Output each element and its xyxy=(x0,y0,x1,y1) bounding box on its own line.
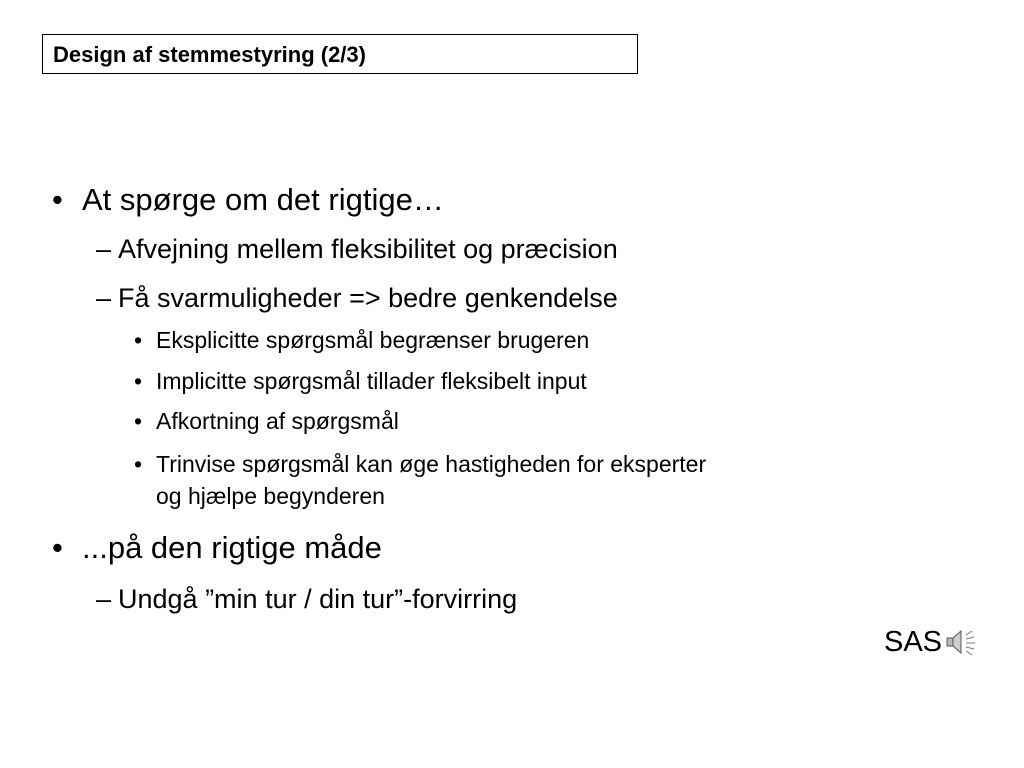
sub-sub-bullet-stepwise-cont: og hjælpe begynderen xyxy=(156,483,385,509)
sub-sub-bullet-implicit: Implicitte spørgsmål tillader fleksibelt input xyxy=(156,368,587,394)
bullet-marker: • xyxy=(134,451,143,477)
bullet-marker: • xyxy=(134,327,143,353)
dash-marker: – xyxy=(96,283,112,313)
bullet-right-way: ...på den rigtige måde xyxy=(82,530,382,565)
bullet-ask-right-thing: At spørge om det rigtige… xyxy=(82,182,444,217)
sas-label: SAS xyxy=(884,626,943,658)
bullet-marker: • xyxy=(52,182,63,217)
sub-sub-bullet-stepwise: Trinvise spørgsmål kan øge hastigheden for eksperter xyxy=(156,451,707,477)
dash-marker: – xyxy=(96,584,112,614)
title-box xyxy=(42,34,638,74)
bullet-marker: • xyxy=(134,368,143,394)
sub-sub-bullet-shortening: Afkortning af spørgsmål xyxy=(156,408,399,434)
sas-audio[interactable] xyxy=(884,624,978,660)
sub-bullet-turn-confusion: Undgå ”min tur / din tur”-forvirring xyxy=(118,584,518,614)
sub-sub-bullet-explicit: Eksplicitte spørgsmål begrænser brugeren xyxy=(156,327,590,353)
bullet-marker: • xyxy=(134,408,143,434)
speaker-icon[interactable] xyxy=(944,627,978,657)
dash-marker: – xyxy=(96,234,112,264)
sub-bullet-few-options: Få svarmuligheder => bedre genkendelse xyxy=(118,283,618,313)
sub-bullet-tradeoff: Afvejning mellem fleksibilitet og præcision xyxy=(118,234,618,264)
slide-title: Design af stemmestyring (2/3) xyxy=(53,42,366,67)
bullet-marker: • xyxy=(52,530,63,565)
